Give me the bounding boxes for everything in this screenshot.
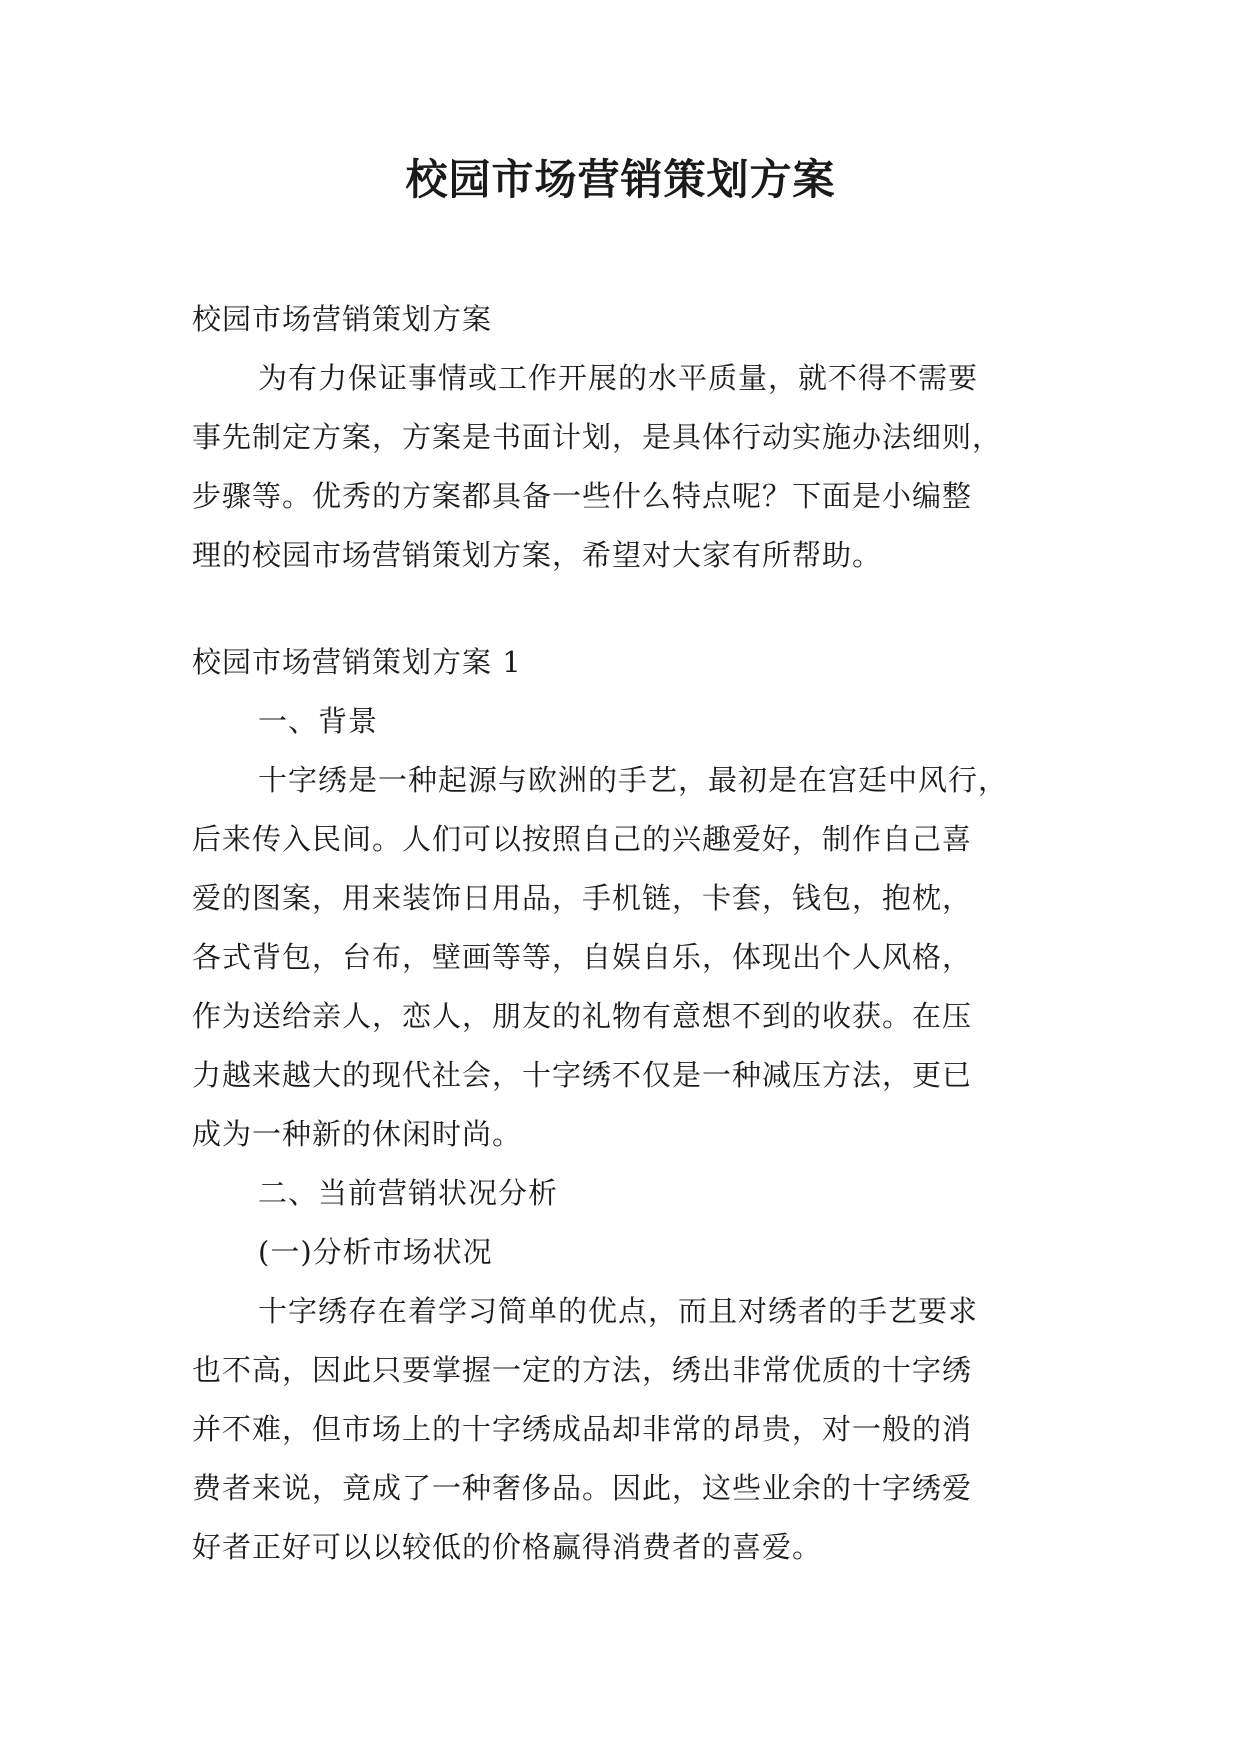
- intro-paragraph-line: 理的校园市场营销策划方案，希望对大家有所帮助。: [192, 538, 883, 572]
- part-1-paragraph-line: 后来传入民间。人们可以按照自己的兴趣爱好，制作自己喜: [192, 822, 973, 856]
- document-title: 校园市场营销策划方案: [405, 155, 836, 204]
- intro-heading: 校园市场营销策划方案: [192, 302, 493, 336]
- section-1: [192, 633, 1062, 1577]
- intro-paragraph-line: 事先制定方案，方案是书面计划，是具体行动实施办法细则，: [192, 420, 1003, 454]
- part-2-paragraph-line: 好者正好可以以较低的价格赢得消费者的喜爱。: [192, 1530, 823, 1564]
- part-2-heading: 二、当前营销状况分析: [258, 1176, 559, 1210]
- part-2-paragraph-line: 十字绣存在着学习简单的优点，而且对绣者的手艺要求: [258, 1294, 979, 1328]
- section-1-heading: 校园市场营销策划方案 1: [192, 645, 522, 679]
- part-2-sub-heading: (一)分析市场状况: [258, 1235, 493, 1269]
- intro-block: [192, 290, 1062, 585]
- part-1-paragraph-line: 成为一种新的休闲时尚。: [192, 1117, 523, 1151]
- part-2-paragraph-line: 费者来说，竟成了一种奢侈品。因此，这些业余的十字绣爱: [192, 1471, 973, 1505]
- part-1-heading: 一、背景: [258, 704, 379, 738]
- part-1-paragraph-line: 各式背包，台布，壁画等等，自娱自乐，体现出个人风格，: [192, 940, 973, 974]
- intro-paragraph-line: 步骤等。优秀的方案都具备一些什么特点呢？下面是小编整: [192, 479, 973, 513]
- part-1-paragraph-line: 力越来越大的现代社会，十字绣不仅是一种减压方法，更已: [192, 1058, 973, 1092]
- part-1-paragraph-line: 十字绣是一种起源与欧洲的手艺，最初是在宫廷中风行，: [258, 763, 1009, 797]
- part-2-paragraph-line: 也不高，因此只要掌握一定的方法，绣出非常优质的十字绣: [192, 1353, 973, 1387]
- part-1-paragraph-line: 爱的图案，用来装饰日用品，手机链，卡套，钱包，抱枕，: [192, 881, 973, 915]
- intro-paragraph-line: 为有力保证事情或工作开展的水平质量，就不得不需要: [258, 361, 979, 395]
- part-2-paragraph-line: 并不难，但市场上的十字绣成品却非常的昂贵，对一般的消: [192, 1412, 973, 1446]
- part-1-paragraph-line: 作为送给亲人，恋人，朋友的礼物有意想不到的收获。在压: [192, 999, 973, 1033]
